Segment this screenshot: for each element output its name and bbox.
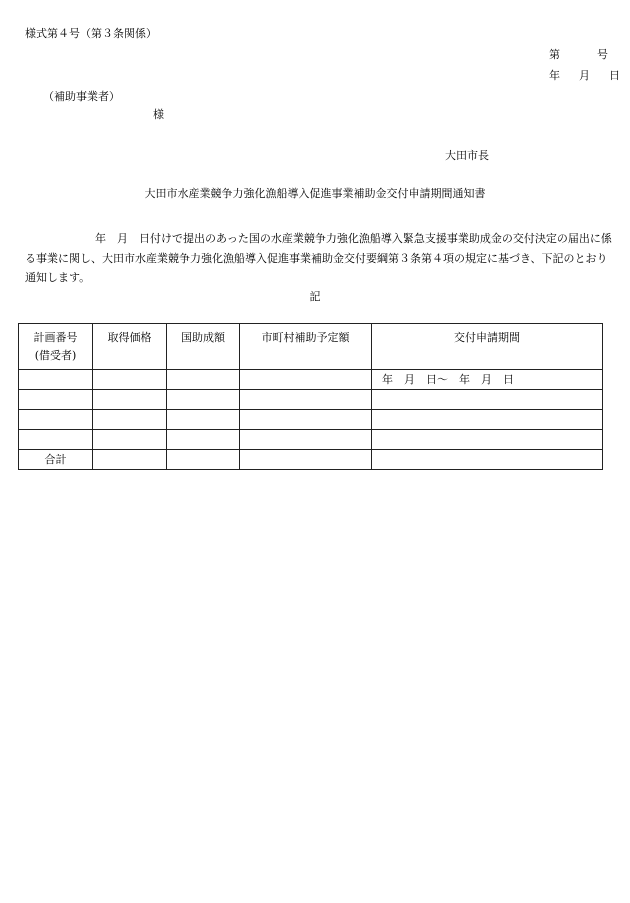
document-title: 大田市水産業競争力強化漁船導入促進事業補助金交付申請期間通知書	[144, 187, 486, 200]
issue-date-day: 日	[609, 69, 620, 82]
body-paragraph: 年 月 日付けで提出のあった国の水産業競争力強化漁船導入緊急支援事業助成金の交付決定の届出に係る事業に関し、大田市水産業競争力強化漁船導入促進事業補助金交付要綱第３条第４項の規定に基づき、下記のとおり通知します。	[25, 232, 612, 284]
document-number-dai: 第	[549, 48, 560, 61]
table-cell	[167, 430, 240, 450]
table-cell-period	[372, 370, 603, 390]
table-cell	[93, 430, 167, 450]
table-cell	[19, 430, 93, 450]
table-cell	[240, 370, 372, 390]
table-row	[19, 370, 603, 390]
table-cell	[167, 390, 240, 410]
table-header-row	[19, 324, 603, 370]
table-cell	[372, 450, 603, 470]
table-row	[19, 410, 603, 430]
ki-marker: 記	[309, 290, 321, 303]
grant-period-table	[18, 323, 603, 470]
header-national-subsidy: 国助成額	[167, 324, 240, 370]
form-number-label: 様式第４号（第３条関係）	[25, 27, 157, 40]
period-date-template: 年 月 日～ 年 月 日	[382, 373, 514, 386]
table-cell	[372, 430, 603, 450]
recipient-label: （補助事業者）	[43, 90, 120, 103]
table-cell	[19, 390, 93, 410]
table-cell	[93, 410, 167, 430]
table-row	[19, 390, 603, 410]
table-total-row	[19, 450, 603, 470]
table-cell	[93, 390, 167, 410]
issue-date-month: 月	[579, 69, 590, 82]
table-cell	[167, 410, 240, 430]
table-row	[19, 430, 603, 450]
header-municipal-subsidy: 市町村補助予定額	[240, 324, 372, 370]
table-cell	[167, 450, 240, 470]
total-label: 合計	[19, 450, 93, 470]
header-plan-number-line1: 計画番号	[33, 331, 78, 344]
table-cell	[240, 390, 372, 410]
issue-date-line	[549, 70, 620, 81]
table-cell	[93, 450, 167, 470]
header-application-period: 交付申請期間	[372, 324, 603, 370]
header-plan-number	[19, 324, 93, 370]
table-cell	[372, 390, 603, 410]
table-cell	[167, 370, 240, 390]
issue-date-year: 年	[549, 69, 560, 82]
issuer-name: 大田市長	[445, 149, 489, 162]
table-cell	[93, 370, 167, 390]
table-cell	[240, 450, 372, 470]
table-cell	[19, 410, 93, 430]
document-number-go: 号	[597, 48, 608, 61]
table-cell	[19, 370, 93, 390]
header-acquisition-price: 取得価格	[93, 324, 167, 370]
recipient-honorific: 様	[153, 108, 164, 121]
table-cell	[240, 430, 372, 450]
table-cell	[372, 410, 603, 430]
header-plan-number-line2: (借受者)	[34, 349, 77, 362]
table-cell	[240, 410, 372, 430]
